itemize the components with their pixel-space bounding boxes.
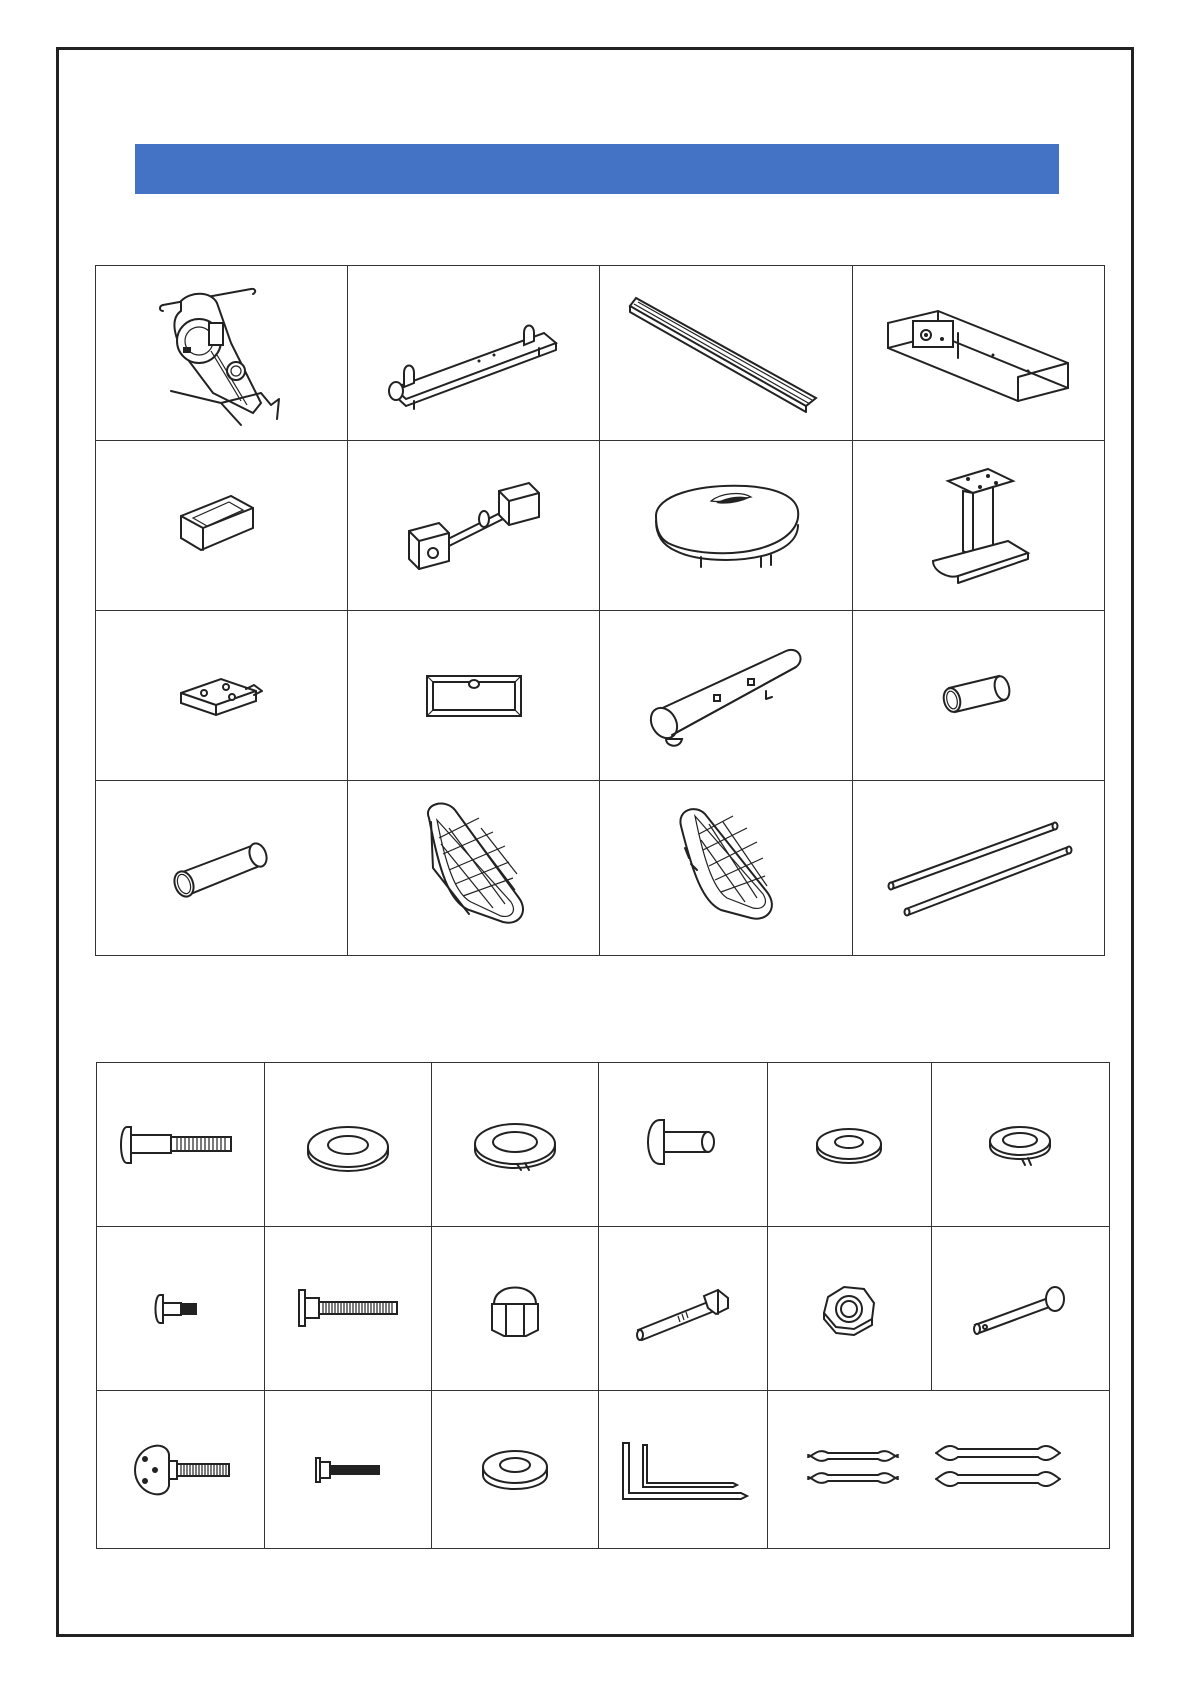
long-tube-icon — [166, 833, 276, 903]
part-cell — [96, 781, 348, 956]
short-tube-icon — [933, 666, 1023, 726]
hardware-cell — [264, 1227, 431, 1391]
hardware-cell — [599, 1391, 767, 1549]
end-cap-icon — [419, 666, 529, 726]
rear-stabilizer-icon — [636, 631, 816, 761]
parts-table — [95, 265, 1105, 956]
round-head-bolt-icon — [638, 1110, 728, 1180]
part-cell — [600, 266, 852, 441]
part-cell — [96, 441, 348, 611]
pedal-axle-icon — [389, 471, 559, 581]
long-hex-bolt-icon — [293, 1284, 403, 1334]
thick-washer-icon — [475, 1443, 555, 1497]
part-cell — [852, 441, 1104, 611]
hardware-cell — [97, 1227, 265, 1391]
axle-bolt-icon — [628, 1274, 738, 1344]
hardware-cell — [767, 1227, 931, 1391]
spanners-icon — [798, 1435, 1078, 1505]
hardware-cell — [599, 1227, 767, 1391]
hardware-cell — [432, 1391, 599, 1549]
hardware-cell — [264, 1391, 431, 1549]
table-row — [97, 1391, 1110, 1549]
hardware-cell — [767, 1391, 1109, 1549]
hardware-cell — [264, 1063, 431, 1227]
part-cell — [96, 611, 348, 781]
seat-icon — [641, 471, 811, 581]
table-row — [96, 781, 1105, 956]
hardware-cell — [97, 1391, 265, 1549]
table-row — [96, 611, 1105, 781]
allen-keys-icon — [613, 1435, 753, 1505]
hardware-table — [96, 1062, 1110, 1549]
part-cell — [600, 441, 852, 611]
rail-icon — [626, 288, 826, 418]
right-pedal-icon — [661, 798, 791, 938]
carriage-bolt-icon — [115, 1115, 245, 1175]
left-pedal-icon — [409, 798, 539, 938]
part-cell — [600, 781, 852, 956]
part-cell — [852, 781, 1104, 956]
table-row — [96, 441, 1105, 611]
nylon-nut-icon — [814, 1279, 884, 1339]
hardware-cell — [432, 1227, 599, 1391]
small-spring-washer-icon — [980, 1117, 1060, 1173]
hardware-cell — [97, 1063, 265, 1227]
table-row — [97, 1227, 1110, 1391]
part-cell — [347, 266, 599, 441]
plate-icon — [176, 671, 266, 721]
rail-connector-icon — [878, 293, 1078, 413]
spring-washer-icon — [465, 1112, 565, 1178]
title-banner — [135, 144, 1059, 194]
rods-icon — [878, 813, 1078, 923]
part-cell — [347, 441, 599, 611]
flange-bolt-icon — [308, 1450, 388, 1490]
front-stabilizer-icon — [374, 293, 574, 413]
rear-support-icon — [918, 461, 1038, 591]
hardware-cell — [931, 1227, 1109, 1391]
hardware-cell — [599, 1063, 767, 1227]
hardware-cell — [432, 1063, 599, 1227]
part-cell — [347, 611, 599, 781]
hardware-cell — [767, 1063, 931, 1227]
part-cell — [852, 266, 1104, 441]
part-cell — [852, 611, 1104, 781]
hardware-cell — [931, 1063, 1109, 1227]
flat-washer-icon — [298, 1115, 398, 1175]
short-bolt-icon — [150, 1289, 210, 1329]
pin-bolt-icon — [965, 1279, 1075, 1339]
knob-bolt-icon — [125, 1435, 235, 1505]
cap-nut-icon — [480, 1274, 550, 1344]
part-cell — [600, 611, 852, 781]
part-cell — [347, 781, 599, 956]
table-row — [97, 1063, 1110, 1227]
small-flat-washer-icon — [809, 1120, 889, 1170]
main-frame-icon — [141, 271, 301, 436]
table-row — [96, 266, 1105, 441]
part-cell — [96, 266, 348, 441]
bracket-icon — [171, 486, 271, 566]
